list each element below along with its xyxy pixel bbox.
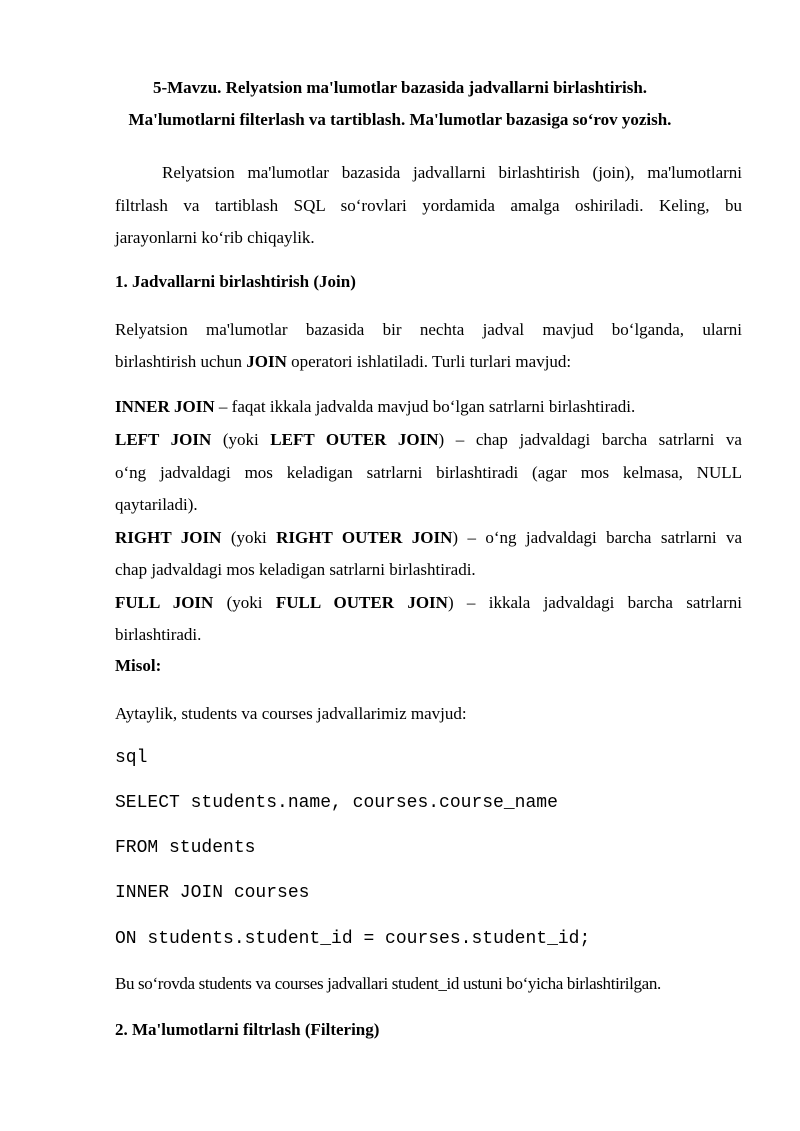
right-join-name: RIGHT JOIN [115,528,222,547]
intro-line-2: filtrlash va tartiblash SQL so‘rovlari yordamida amalga oshiriladi. Keling, bu [115,196,742,215]
full-join-line-1: FULL JOIN (yoki FULL OUTER JOIN) – ikkala jadvaldagi barcha satrlarni [115,593,742,612]
left-join-name: LEFT JOIN [115,430,212,449]
title-line-1: 5-Mavzu. Relyatsion ma'lumotlar bazasida jadvallarni birlashtirish. [152,78,648,97]
left-join-line-1: LEFT JOIN (yoki LEFT OUTER JOIN) – chap jadvaldagi barcha satrlarni va [115,430,742,449]
full-join-line-2: birlashtiradi. [115,625,202,644]
title-line-2: Ma'lumotlarni filterlash va tartiblash. Ma'lumotlar bazasiga so‘rov yozish. [128,110,672,129]
code-line-2: SELECT students.name, courses.course_name [115,793,558,813]
code-line-5: ON students.student_id = courses.student_id; [115,929,591,949]
section-1-para-line-2: birlashtirish uchun JOIN operatori ishlatiladi. Turli turlari mavjud: [115,352,572,371]
intro-line-1: Relyatsion ma'lumotlar bazasida jadvallarni birlashtirish (join), ma'lumotlarni [162,163,742,182]
example-label: Misol: [115,656,162,675]
code-line-1: sql [115,748,148,768]
left-outer-join-name: LEFT OUTER JOIN [270,430,439,449]
inner-join-line: INNER JOIN – faqat ikkala jadvalda mavjud bo‘lgan satrlarni birlashtiradi. [115,397,636,416]
example-intro: Aytaylik, students va courses jadvallarimiz mavjud: [115,704,467,723]
inner-join-name: INNER JOIN [115,397,215,416]
example-explanation: Bu so‘rovda students va courses jadvallari student_id ustuni bo‘yicha birlashtirilgan. [115,974,661,993]
full-join-name: FULL JOIN [115,593,214,612]
right-outer-join-name: RIGHT OUTER JOIN [276,528,453,547]
code-line-4: INNER JOIN courses [115,883,310,903]
right-join-line-2: chap jadvaldagi mos keladigan satrlarni birlashtiradi. [115,560,476,579]
section-2-heading: 2. Ma'lumotlarni filtrlash (Filtering) [115,1020,380,1039]
section-1-heading: 1. Jadvallarni birlashtirish (Join) [115,272,356,291]
left-join-line-2: o‘ng jadvaldagi mos keladigan satrlarni birlashtiradi (agar mos kelmasa, NULL [115,463,742,482]
intro-line-3: jarayonlarni ko‘rib chiqaylik. [115,228,315,247]
code-line-3: FROM students [115,838,256,858]
join-keyword: JOIN [246,352,287,371]
section-1-para-line-1: Relyatsion ma'lumotlar bazasida bir nechta jadval mavjud bo‘lganda, ularni [115,320,742,339]
right-join-line-1: RIGHT JOIN (yoki RIGHT OUTER JOIN) – o‘ng jadvaldagi barcha satrlarni va [115,528,742,547]
full-outer-join-name: FULL OUTER JOIN [275,593,448,612]
left-join-line-3: qaytariladi). [115,495,198,514]
